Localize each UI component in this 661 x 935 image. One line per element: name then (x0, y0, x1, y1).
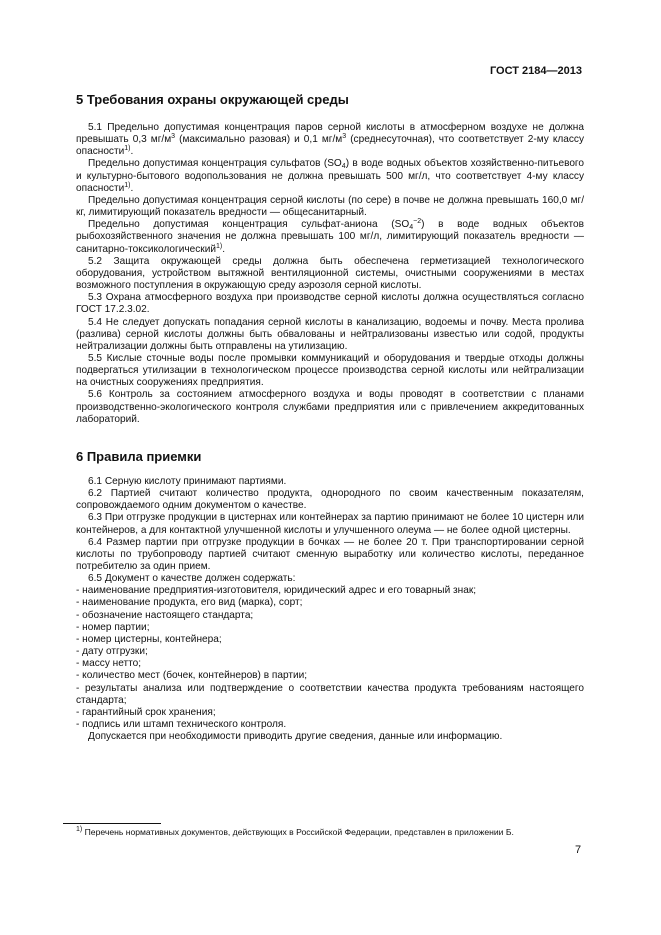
paragraph-6-5: 6.5 Документ о качестве должен содержать: (88, 573, 296, 585)
section-5-title: 5 Требования охраны окружающей среды (76, 92, 349, 107)
list-item: - результаты анализа или подтверждение о соответствии качества продукта требованиям настоящего стандарта; (76, 682, 584, 706)
paragraph-5-1: 5.1 Предельно допустимая концентрация паров серной кислоты в атмосферном воздухе не должна превышать 0,3 $мг/м^3$ (максимально разовая) и 0,1 $мг/м^3$ (среднесуточная), что соответствует 2-му классу опасности$^{1)}$. (76, 122, 585, 158)
paragraph-6-3: 6.3 При отгрузке продукции в цистернах или контейнерах за партию принимают не более 10 цистерн или контейнеров, а для контактной улучшенной кислоты и улучшенного олеума — не более одной цистерны. (76, 512, 584, 536)
paragraph-5-5: 5.5 Кислые сточные воды после промывки коммуникаций и оборудования и твердые отходы должны подвергаться утилизации в технологическом процессе производства серной кислоты или нейтрализации на очистных сооружениях предприятия. (76, 352, 584, 389)
quality-document-list (76, 585, 584, 731)
footnote-marker: 1) (76, 826, 83, 833)
list-item: - подпись или штамп технического контроля. (76, 719, 287, 731)
paragraph-sulfates: Предельно допустимая концентрация сульфатов $(SO_4)$ в воде водных объектов хозяйственно-питьевого и культурно-бытового водопользования не должна превышать 500 мг/л, что соответствует 4-му классу опасности$^{1)}$. (76, 158, 585, 194)
paragraph-6-4: 6.4 Размер партии при отгрузке продукции в бочках — не более 20 т. При транспортировании серной кислоты по трубопроводу партией считают сменную выработку или количество кислоты, переданное потребителю за один прием. (76, 536, 584, 572)
list-item: - обозначение настоящего стандарта; (76, 609, 254, 621)
list-item: - дату отгрузки; (76, 646, 148, 658)
list-item: - номер цистерны, контейнера; (76, 633, 222, 645)
list-item: - наименование продукта, его вид (марка), сорт; (76, 597, 303, 609)
page-number: 7 (575, 844, 582, 856)
footnote-text: Перечень нормативных документов, действующих в Российской Федерации, представлен в приложении Б. (82, 827, 514, 837)
footnote-ref: 1) (215, 242, 223, 250)
section-6-title: 6 Правила приемки (76, 448, 202, 464)
list-item: - гарантийный срок хранения; (76, 706, 216, 718)
paragraph-soil: Предельно допустимая концентрация серной кислоты (по сере) в почве не должна превышать 160,0 мг/кг, лимитирующий показатель вредности — общесанитарный. (76, 194, 584, 219)
paragraph-sulfate-anion: Предельно допустимая концентрация сульфат-аниона $(SO_4^{-2})$ в воде водных объектов рыбохозяйственного значения не должна превышать 100 мг/л, лимитирующий показатель вредности — санитарно-токсикологический$^{1)}$. (76, 218, 584, 255)
list-item: - количество мест (бочек, контейнеров) в партии; (76, 670, 308, 682)
paragraph-5-2: 5.2 Защита окружающей среды должна быть обеспечена герметизацией технологического оборудования, устройством вытяжной вентиляционной системы, очистными сооружениями в местах возможного поступления в окружающую среду аэрозоля серной кислоты. (76, 255, 584, 292)
list-item: - массу нетто; (76, 658, 142, 670)
paragraph-5-4: 5.4 Не следует допускать попадания серной кислоты в канализацию, водоемы и почву. Места пролива (разлива) серной кислоты должны быть обвалованы и нейтрализованы известью или содой, продукты нейтрализации должны быть отправлены на утилизацию. (76, 316, 584, 352)
doc-header: ГОСТ 2184—2013 (489, 65, 582, 77)
footnote-divider (63, 823, 161, 824)
paragraph-6-1: 6.1 Серную кислоту принимают партиями. (88, 475, 287, 487)
paragraph-6-2: 6.2 Партией считают количество продукта, однородного по своим качественным показателям, сопровождаемого одним документом о качестве. (76, 488, 584, 512)
document-body (76, 88, 584, 743)
footnote-ref: 1) (124, 145, 131, 153)
list-item: - наименование предприятия-изготовителя, юридический адрес и его товарный знак; (76, 585, 477, 597)
footnote-ref: 1) (124, 181, 131, 189)
paragraph-additional-info: Допускается при необходимости приводить другие сведения, данные или информацию. (88, 731, 503, 743)
list-item: - номер партии; (76, 621, 150, 633)
footnote (76, 827, 596, 838)
paragraph-5-3: 5.3 Охрана атмосферного воздуха при производстве серной кислоты должна осуществляться согласно ГОСТ 17.2.3.02. (76, 292, 584, 316)
paragraph-5-6: 5.6 Контроль за состоянием атмосферного воздуха и воды проводят в соответствии с планами производственно-экологического контроля службами предприятия или с привлечением аккредитованных лабораторий. (76, 389, 584, 425)
